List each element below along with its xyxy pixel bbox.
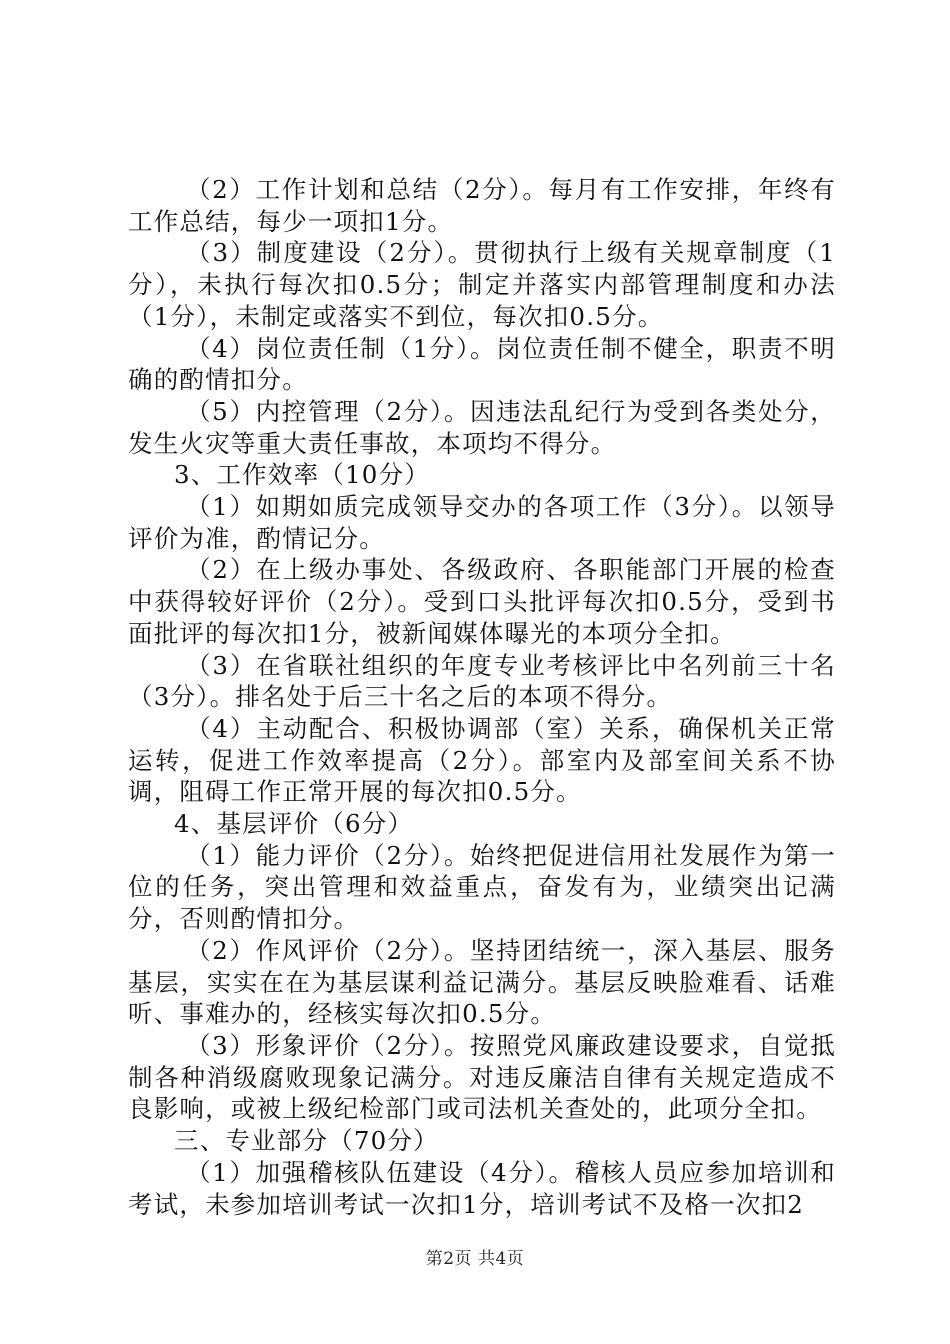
paragraph-image-evaluation: （3）形象评价（2分）。按照党风廉政建设要求，自觉抵制各种消级腐败现象记满分。对违反廉洁自律有关规定造成不良影响，或被上级纪检部门或司法机关查处的，此项分全扣。 (128, 1030, 836, 1124)
section-heading-grassroots-evaluation: 4、基层评价（6分） (174, 809, 414, 839)
paragraph-audit-team: （1）加强稽核队伍建设（4分）。稽核人员应参加培训和考试，未参加培训考试一次扣1分，培训考试不及格一次扣2 (128, 1157, 836, 1219)
paragraph-job-responsibility: （4）岗位责任制（1分）。岗位责任制不健全，职责不明确的酌情扣分。 (128, 333, 836, 395)
section-heading-professional-part: 三、专业部分（70分） (174, 1126, 439, 1156)
paragraph-style-evaluation: （2）作风评价（2分）。坚持团结统一，深入基层、服务基层，实实在在为基层谋利益记满分。基层反映脸难看、话难听、事难办的，经核实每次扣0.5分。 (128, 935, 836, 1029)
paragraph-ability-evaluation: （1）能力评价（2分）。始终把促进信用社发展作为第一位的任务，突出管理和效益重点，奋发有为，业绩突出记满分，否则酌情扣分。 (128, 840, 836, 934)
paragraph-annual-assessment: （3）在省联社组织的年度专业考核评比中名列前三十名（3分）。排名处于后三十名之后的本项不得分。 (128, 650, 836, 712)
section-heading-work-efficiency: 3、工作效率（10分） (174, 460, 430, 490)
paragraph-coordination: （4）主动配合、积极协调部（室）关系，确保机关正常运转，促进工作效率提高（2分）。部室内及部室间关系不协调，阻碍工作正常开展的每次扣0.5分。 (128, 713, 836, 807)
paragraph-internal-control: （5）内控管理（2分）。因违法乱纪行为受到各类处分，发生火灾等重大责任事故，本项均不得分。 (128, 396, 836, 458)
paragraph-leader-tasks: （1）如期如质完成领导交办的各项工作（3分）。以领导评价为准，酌情记分。 (128, 492, 836, 553)
paragraph-inspection-evaluation: （2）在上级办事处、各级政府、各职能部门开展的检查中获得较好评价（2分）。受到口头批评每次扣0.5分，受到书面批评的每次扣1分，被新闻媒体曝光的本项分全扣。 (128, 555, 836, 648)
paragraph-system-building: （3）制度建设（2分）。贯彻执行上级有关规章制度（1分），未执行每次扣0.5分；制定并落实内部管理制度和办法（1分），未制定或落实不到位，每次扣0.5分。 (128, 238, 836, 331)
page-number-footer: 第2页 共4页 (425, 1249, 525, 1269)
document-body (128, 174, 836, 1220)
paragraph-work-plan: （2）工作计划和总结（2分）。每月有工作安排，年终有工作总结，每少一项扣1分。 (128, 175, 836, 236)
